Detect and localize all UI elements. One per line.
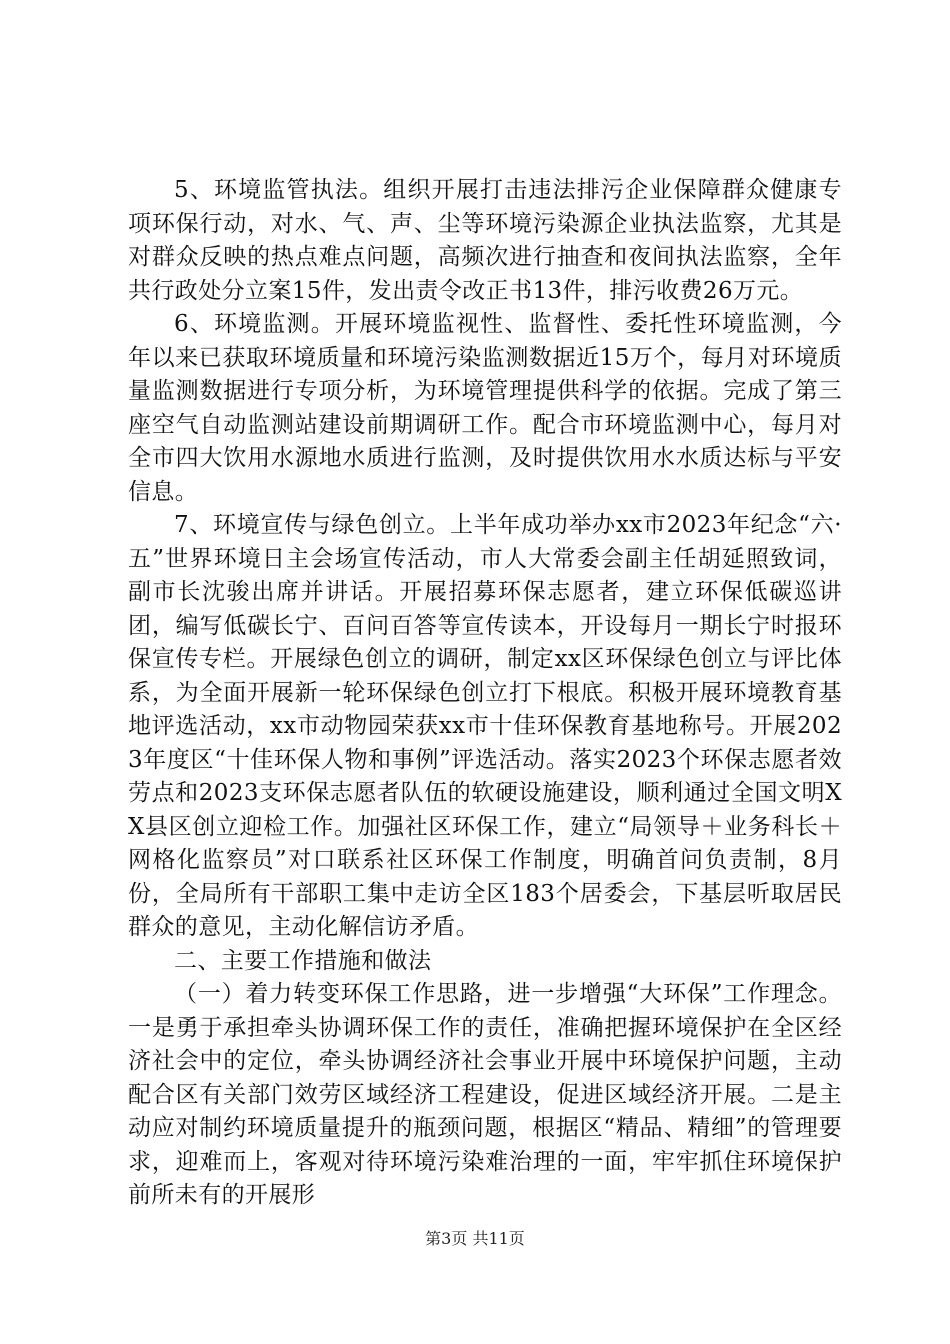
paragraph-environmental-monitoring: 6、环境监测。开展环境监视性、监督性、委托性环境监测，今年以来已获取环境质量和环境污染监测数据近15万个，每月对环境质量监测数据进行专项分析，为环境管理提供科学的依据。完成了第三座空气自动监测站建设前期调研工作。配合市环境监测中心，每月对全市四大饮用水源地水质进行监测，及时提供饮用水水质达标与平安信息。 xyxy=(128,311,842,505)
paragraph-publicity-green-creation: 7、环境宣传与绿色创立。上半年成功举办xx市2023年纪念“六·五”世界环境日主会场宣传活动，市人大常委会副主任胡延照致词，副市长沈骏出席并讲话。开展招募环保志愿者，建立环保低碳巡讲团，编写低碳长宁、百问百答等宣传读本，开设每月一期长宁时报环保宣传专栏。开展绿色创立的调研，制定xx区环保绿色创立与评比体系，为全面开展新一轮环保绿色创立打下根底。积极开展环境教育基地评选活动，xx市动物园荣获xx市十佳环保教育基地称号。开展2023年度区“十佳环保人物和事例”评选活动。落实2023个环保志愿者效劳点和2023支环保志愿者队伍的软硬设施建设，顺利通过全国文明XX县区创立迎检工作。加强社区环保工作，建立“局领导＋业务科长＋网格化监察员”对口联系社区环保工作制度，明确首问负责制，8月份，全局所有干部职工集中走访全区183个居委会，下基层听取居民群众的意见，主动化解信访矛盾。 xyxy=(128,512,842,940)
page-footer: 第3页 共11页 xyxy=(425,1229,525,1248)
section-heading-main-measures: 二、主要工作措施和做法 xyxy=(174,947,432,974)
paragraph-work-thinking: （一）着力转变环保工作思路，进一步增强“大环保”工作理念。一是勇于承担牵头协调环保工作的责任，准确把握环境保护在全区经济社会中的定位，牵头协调经济社会事业开展中环境保护问题，主动配合区有关部门效劳区域经济工程建设，促进区域经济开展。二是主动应对制约环境质量提升的瓶颈问题，根据区“精品、精细”的管理要求，迎难而上，客观对待环境污染难治理的一面，牢牢抓住环境保护前所未有的开展形 xyxy=(128,981,842,1208)
document-body xyxy=(128,174,842,1213)
paragraph-environmental-enforcement: 5、环境监管执法。组织开展打击违法排污企业保障群众健康专项环保行动，对水、气、声、尘等环境污染源企业执法监察，尤其是对群众反映的热点难点问题，高频次进行抽查和夜间执法监察，全年共行政处分立案15件，发出责令改正书13件，排污收费26万元。 xyxy=(128,177,842,304)
